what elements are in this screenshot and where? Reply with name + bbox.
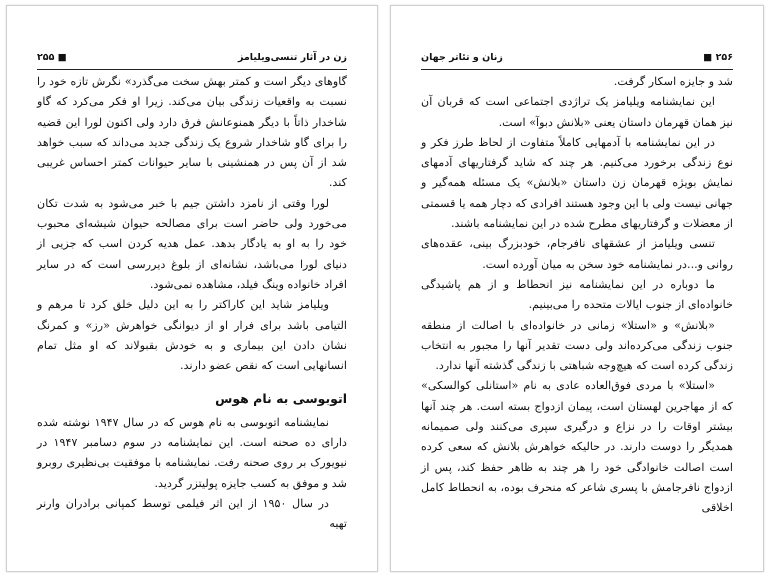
left-page-header: [37, 48, 347, 66]
left-header-title: زن در آثار تنسی‌ویلیامز: [237, 51, 347, 63]
left-page: [6, 5, 378, 572]
paragraph: در سال ۱۹۵۰ از این اثر فیلمی توسط کمپانی برادران وارنر تهیه: [37, 496, 347, 531]
paragraph: تنسی ویلیامز از عشقهای نافرجام، خودبزرگ بینی، عقده‌های روانی و...در نمایشنامه خود سخن به میان آورده است.: [421, 237, 733, 271]
right-page-number: ۲۵۶ ■: [703, 51, 733, 63]
right-page: [390, 5, 764, 572]
right-page-body: [421, 72, 733, 561]
paragraph: «بلانش» و «استلا» زمانی در خانواده‌ای با اصالت از منطقه جنوب زندگی می‌کرده‌اند ولی دست تقدیر آنها را مجبور به انتخاب زندگی کرده است که هیچ‌وجه شباهتی با زندگی گذشته آنها ندارد.: [421, 318, 733, 373]
paragraph: لورا وقتی از نامزد داشتن جیم با خبر می‌شود به شدت تکان می‌خورد ولی حاضر است برای مصالحه حیوان شیشه‌ای محبوب خود را به او به یادگار بدهد. عمل هدیه کردن اسب که جزیی از دنیای لورا می‌باشد، نشانه‌ای از بلوغ دیررسی است که در سایر افراد خانواده وینگ فیلد، مشاهده نمی‌شود.: [37, 196, 347, 291]
right-page-header: [421, 48, 733, 66]
paragraph: ویلیامز شاید این کاراکتر را به این دلیل خلق کرد تا مرهم و التیامی باشد برای فرار او از دیوانگی خواهرش «رز» و کمرنگ نشان دادن این بیماری و به خودش بقبولاند که او مثل تمام انسانهایی است که نقص عضو دارند.: [37, 298, 347, 373]
section-heading: اتوبوسی به نام هوس: [215, 391, 347, 407]
right-header-title: زنان و تئاتر جهان: [421, 51, 503, 63]
paragraph: این نمایشنامه ویلیامز یک تراژدی اجتماعی است که قربان آن نیز همان قهرمان داستان یعنی «بلانش دبوآ» است.: [421, 95, 733, 129]
paragraph: ما دوباره در این نمایشنامه نیز انحطاط و از هم پاشیدگی خانواده‌ای از جنوب ایالات متحده را می‌بینیم.: [421, 277, 733, 312]
paragraph: در این نمایشنامه با آدمهایی کاملاً متفاوت از لحاظ طرز فکر و نوع زندگی برخورد می‌کنیم. هر چند که شاید گرفتاریهای آدمهای نمایش بویژه قهرمان زن داستان «بلانش» یک مسئله همه‌گیر و جهانی نیست ولی با این وجود هستند افرادی که دچار همه یا قسمتی از معضلات و گرفتاریهای مطرح شده در این نمایشنامه باشند.: [421, 135, 733, 231]
paragraph: گاوهای دیگر است و کمتر بهش سخت می‌گذرد» نگرش تازه خود را نسبت به واقعیات زندگی بیان می‌کند. زیرا او فکر می‌کرد که گاو شاخدار ذاتاً با دیگر همنوعانش فرق دارد ولی اکنون لورا این قضیه را برای گاو شاخدار شروع یک زندگی جدید می‌داند که سبب خواهد شد از آن پس در همنشینی با سایر حیوانات کمتر احساس غریبی کند.: [37, 75, 347, 190]
paragraph: شد و جایزه اسکار گرفت.: [613, 75, 733, 88]
header-rule: [421, 69, 733, 70]
left-page-body: [37, 72, 347, 561]
paragraph: نمایشنامه اتوبوسی به نام هوس که در سال ۱۹۴۷ نوشته شده دارای ده صحنه است. این نمایشنامه در سوم دسامبر ۱۹۴۷ در نیویورک بر روی صحنه رفت. نمایشنامه با موفقیت بی‌نظیری روبرو شد و موفق به کسب جایزه پولیتزر گردید.: [37, 415, 347, 490]
header-rule: [37, 69, 347, 70]
left-page-number: ■ ۲۵۵: [37, 51, 67, 63]
paragraph: «استلا» با مردی فوق‌العاده عادی به نام «استانلی کوالسکی» که از مهاجرین لهستان است، پیمان ازدواج بسته است. هر چند آنها بیشتر اوقات را در نزاع و درگیری سپری می‌کنند ولی صمیمانه همدیگر را دوست دارند. در حالیکه خواهرش بلانش که سعی کرده است اصالت خانوادگی خود را هر چند به ظاهر حفظ کند، پس از ازدواج نافرجامش با پسری شاعر که منحرف بوده، به انحطاط کامل اخلاقی: [421, 379, 733, 515]
